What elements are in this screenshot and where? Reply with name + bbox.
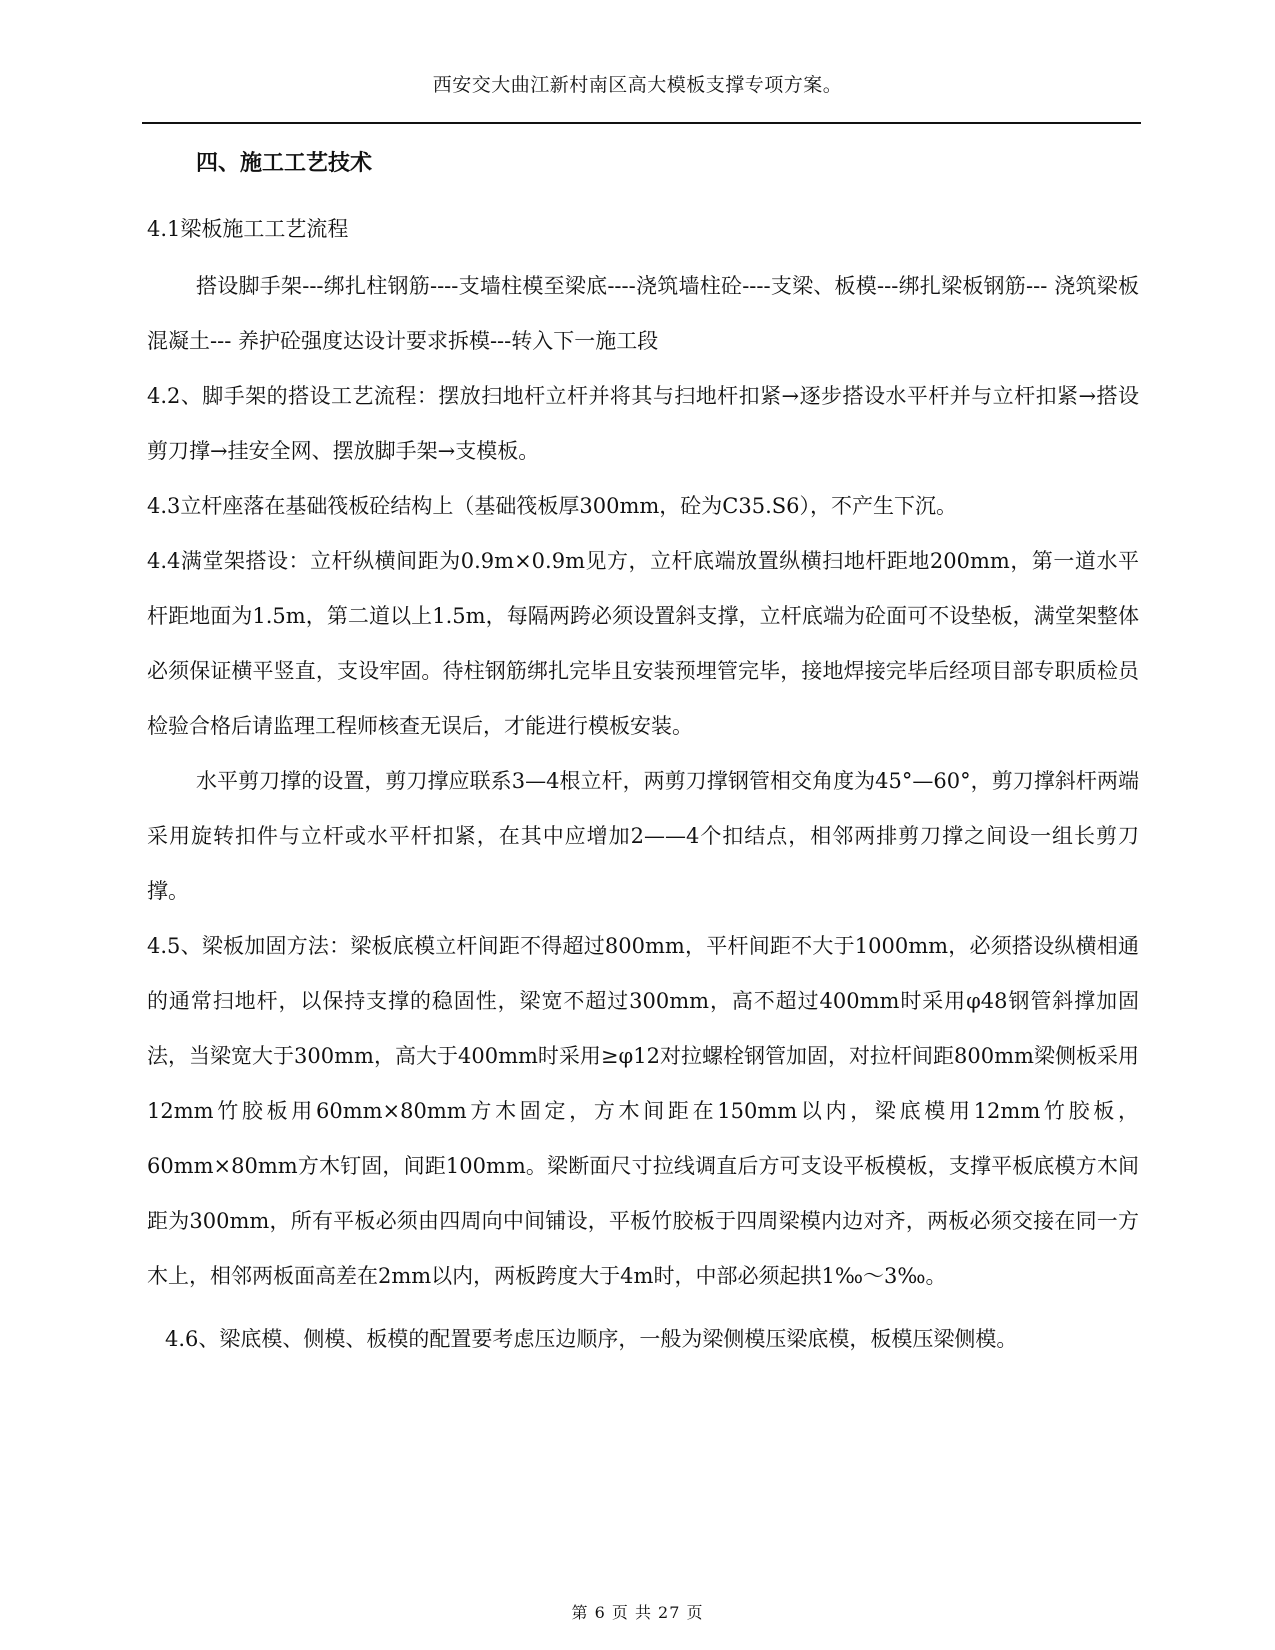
page-number-footer: 第 6 页 共 27 页 [571, 1603, 704, 1622]
paragraph-4-4: 4.4满堂架搭设：立杆纵横间距为0.9m×0.9m见方，立杆底端放置纵横扫地杆距地200mm，第一道水平杆距地面为1.5m，第二道以上1.5m，每隔两跨必须设置斜支撑，立杆底端为砼面可不设垫板，满堂架整体必须保证横平竖直，支设牢固。待柱钢筋绑扎完毕且安装预埋管完毕，接地焊接完毕后经项目部专职质检员检验合格后请监理工程师核查无误后，才能进行模板安装。 [147, 549, 1139, 738]
page-header-title: 西安交大曲江新村南区高大模板支撑专项方案。 [432, 74, 843, 96]
paragraph-4-2: 4.2、脚手架的搭设工艺流程：摆放扫地杆立杆并将其与扫地杆扣紧→逐步搭设水平杆并与立杆扣紧→搭设剪刀撑→挂安全网、摆放脚手架→支模板。 [147, 384, 1139, 463]
document-body [147, 146, 1139, 1367]
paragraph-4-5: 4.5、梁板加固方法：梁板底模立杆间距不得超过800mm，平杆间距不大于1000mm，必须搭设纵横相通的通常扫地杆，以保持支撑的稳固性，梁宽不超过300mm，高不超过400mm时采用φ48钢管斜撑加固法，当梁宽大于300mm，高大于400mm时采用≥φ12对拉螺栓钢管加固，对拉杆间距800mm梁侧板采用12mm竹胶板用60mm×80mm方木固定，方木间距在150mm以内，梁底模用12mm竹胶板，60mm×80mm方木钉固，间距100mm。梁断面尺寸拉线调直后方可支设平板模板，支撑平板底模方木间距为300mm，所有平板必须由四周向中间铺设，平板竹胶板于四周梁模内边对齐，两板必须交接在同一方木上，相邻两板面高差在2mm以内，两板跨度大于4m时，中部必须起拱1‰～3‰。 [147, 934, 1139, 1288]
paragraph-4-6: 4.6、梁底模、侧模、板模的配置要考虑压边顺序，一般为梁侧模压梁底模，板模压梁侧模。 [165, 1327, 1018, 1351]
paragraph-process-flow: 搭设脚手架---绑扎柱钢筋----支墙柱模至梁底----浇筑墙柱砼----支梁、板模---绑扎梁板钢筋--- 浇筑梁板混凝土--- 养护砼强度达设计要求拆模---转入下一施工段 [147, 274, 1139, 353]
paragraph-scissor-brace: 水平剪刀撑的设置，剪刀撑应联系3—4根立杆，两剪刀撑钢管相交角度为45°—60°，剪刀撑斜杆两端采用旋转扣件与立杆或水平杆扣紧，在其中应增加2——4个扣结点，相邻两排剪刀撑之间设一组长剪刀撑。 [147, 769, 1139, 903]
header-divider [142, 122, 1141, 124]
paragraph-4-1-heading: 4.1梁板施工工艺流程 [147, 217, 349, 241]
paragraph-4-3: 4.3立杆座落在基础筏板砼结构上（基础筏板厚300mm，砼为C35.S6），不产生下沉。 [147, 494, 958, 518]
section-title: 四、施工工艺技术 [196, 151, 373, 176]
